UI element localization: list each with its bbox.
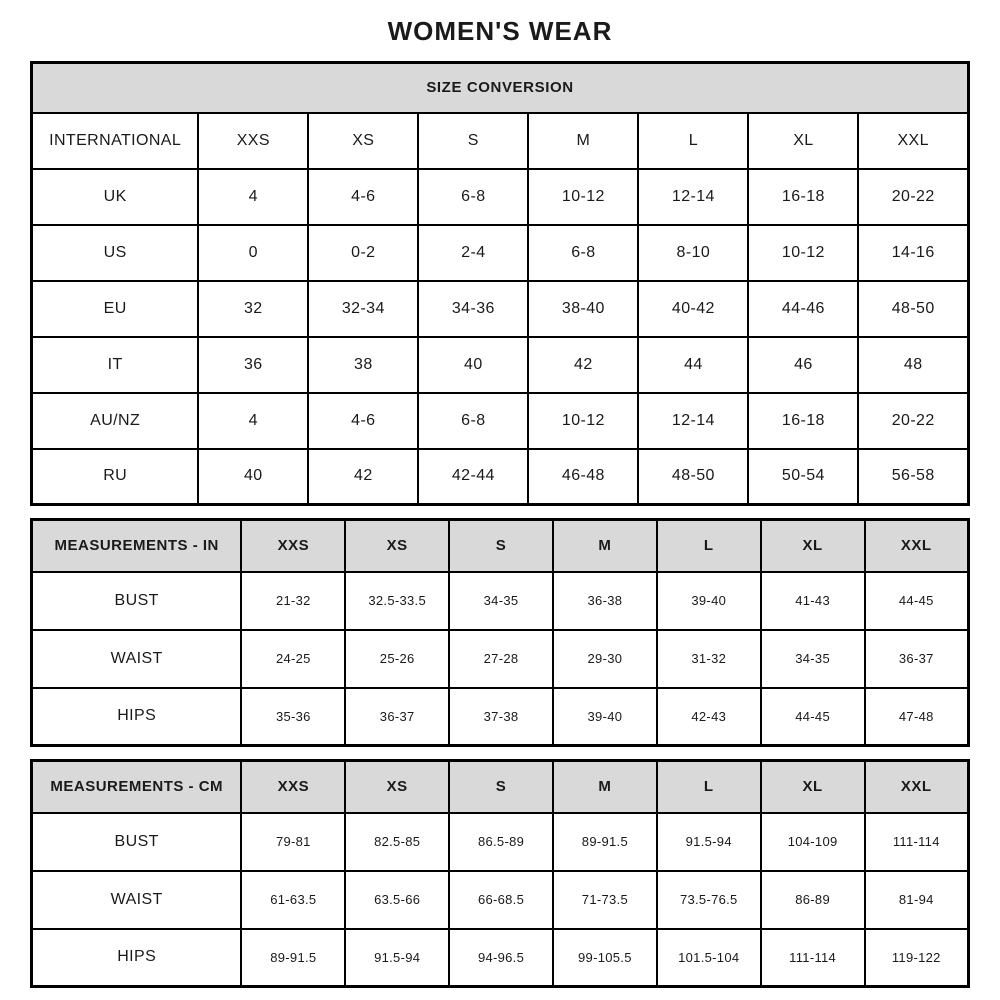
size-conversion-header: SIZE CONVERSION bbox=[32, 63, 969, 113]
column-header-international: INTERNATIONAL bbox=[32, 113, 199, 169]
size-value: 48-50 bbox=[858, 281, 968, 337]
table-row-ru bbox=[32, 449, 969, 505]
column-header-xl: XL bbox=[748, 113, 858, 169]
column-header-xs: XS bbox=[308, 113, 418, 169]
measure-value: 73.5-76.5 bbox=[657, 871, 761, 929]
size-value: 42 bbox=[528, 337, 638, 393]
measurements-in-table bbox=[30, 518, 970, 747]
measure-value: 94-96.5 bbox=[449, 929, 553, 987]
size-value: 4 bbox=[198, 393, 308, 449]
measure-value: 39-40 bbox=[657, 572, 761, 630]
size-conversion-banner-row bbox=[32, 63, 969, 113]
size-value: 4 bbox=[198, 169, 308, 225]
column-header-s: S bbox=[418, 113, 528, 169]
size-value: 48-50 bbox=[638, 449, 748, 505]
row-label: RU bbox=[32, 449, 199, 505]
size-value: 4-6 bbox=[308, 169, 418, 225]
size-value: 40 bbox=[198, 449, 308, 505]
measure-value: 91.5-94 bbox=[657, 813, 761, 871]
column-header-l: L bbox=[657, 761, 761, 813]
column-header-s: S bbox=[449, 761, 553, 813]
size-value: 38-40 bbox=[528, 281, 638, 337]
measure-value: 24-25 bbox=[241, 630, 345, 688]
measure-value: 31-32 bbox=[657, 630, 761, 688]
measure-value: 36-37 bbox=[865, 630, 969, 688]
column-header-m: M bbox=[553, 520, 657, 572]
size-value: 16-18 bbox=[748, 393, 858, 449]
measure-value: 44-45 bbox=[865, 572, 969, 630]
table-row-uk bbox=[32, 169, 969, 225]
measure-value: 27-28 bbox=[449, 630, 553, 688]
size-value: 42 bbox=[308, 449, 418, 505]
size-conversion-column-header-row bbox=[32, 113, 969, 169]
measure-value: 36-37 bbox=[345, 688, 449, 746]
row-label: HIPS bbox=[32, 929, 242, 987]
table-row-bust-cm bbox=[32, 813, 969, 871]
column-header-m: M bbox=[528, 113, 638, 169]
measurements-in-header-row bbox=[32, 520, 969, 572]
measure-value: 86-89 bbox=[761, 871, 865, 929]
column-header-s: S bbox=[449, 520, 553, 572]
measure-value: 66-68.5 bbox=[449, 871, 553, 929]
measure-value: 47-48 bbox=[865, 688, 969, 746]
size-value: 50-54 bbox=[748, 449, 858, 505]
measure-value: 21-32 bbox=[241, 572, 345, 630]
size-value: 10-12 bbox=[748, 225, 858, 281]
measure-value: 39-40 bbox=[553, 688, 657, 746]
size-value: 32 bbox=[198, 281, 308, 337]
measure-value: 63.5-66 bbox=[345, 871, 449, 929]
row-label: HIPS bbox=[32, 688, 242, 746]
measure-value: 25-26 bbox=[345, 630, 449, 688]
size-value: 34-36 bbox=[418, 281, 528, 337]
column-header-xs: XS bbox=[345, 761, 449, 813]
column-header-xxs: XXS bbox=[241, 761, 345, 813]
measurements-cm-header-row bbox=[32, 761, 969, 813]
size-value: 40 bbox=[418, 337, 528, 393]
size-value: 6-8 bbox=[418, 393, 528, 449]
column-header-xxl: XXL bbox=[858, 113, 968, 169]
size-value: 12-14 bbox=[638, 393, 748, 449]
size-value: 20-22 bbox=[858, 169, 968, 225]
row-label: BUST bbox=[32, 813, 242, 871]
size-value: 46-48 bbox=[528, 449, 638, 505]
measure-value: 37-38 bbox=[449, 688, 553, 746]
measure-value: 29-30 bbox=[553, 630, 657, 688]
size-value: 2-4 bbox=[418, 225, 528, 281]
size-value: 6-8 bbox=[418, 169, 528, 225]
size-value: 12-14 bbox=[638, 169, 748, 225]
table-row-it bbox=[32, 337, 969, 393]
size-value: 56-58 bbox=[858, 449, 968, 505]
row-label: AU/NZ bbox=[32, 393, 199, 449]
size-value: 6-8 bbox=[528, 225, 638, 281]
measure-value: 34-35 bbox=[761, 630, 865, 688]
measure-value: 104-109 bbox=[761, 813, 865, 871]
measurements-cm-table bbox=[30, 759, 970, 988]
row-label: WAIST bbox=[32, 630, 242, 688]
size-value: 42-44 bbox=[418, 449, 528, 505]
column-header-l: L bbox=[638, 113, 748, 169]
measure-value: 71-73.5 bbox=[553, 871, 657, 929]
measure-value: 32.5-33.5 bbox=[345, 572, 449, 630]
size-value: 0 bbox=[198, 225, 308, 281]
size-value: 20-22 bbox=[858, 393, 968, 449]
size-value: 44-46 bbox=[748, 281, 858, 337]
measure-value: 34-35 bbox=[449, 572, 553, 630]
size-value: 46 bbox=[748, 337, 858, 393]
table-row-waist-in bbox=[32, 630, 969, 688]
measure-value: 79-81 bbox=[241, 813, 345, 871]
measure-value: 61-63.5 bbox=[241, 871, 345, 929]
size-value: 8-10 bbox=[638, 225, 748, 281]
column-header-xxl: XXL bbox=[865, 520, 969, 572]
size-value: 36 bbox=[198, 337, 308, 393]
row-label: IT bbox=[32, 337, 199, 393]
column-header-xs: XS bbox=[345, 520, 449, 572]
size-value: 10-12 bbox=[528, 393, 638, 449]
measure-value: 89-91.5 bbox=[241, 929, 345, 987]
table-row-aunz bbox=[32, 393, 969, 449]
size-value: 44 bbox=[638, 337, 748, 393]
row-label: US bbox=[32, 225, 199, 281]
column-header-xxl: XXL bbox=[865, 761, 969, 813]
size-value: 4-6 bbox=[308, 393, 418, 449]
column-header-xxs: XXS bbox=[198, 113, 308, 169]
measure-value: 81-94 bbox=[865, 871, 969, 929]
measure-value: 35-36 bbox=[241, 688, 345, 746]
row-label: EU bbox=[32, 281, 199, 337]
measure-value: 99-105.5 bbox=[553, 929, 657, 987]
column-header-xxs: XXS bbox=[241, 520, 345, 572]
measure-value: 89-91.5 bbox=[553, 813, 657, 871]
table-row-eu bbox=[32, 281, 969, 337]
measure-value: 82.5-85 bbox=[345, 813, 449, 871]
measure-value: 111-114 bbox=[865, 813, 969, 871]
measure-value: 42-43 bbox=[657, 688, 761, 746]
size-value: 48 bbox=[858, 337, 968, 393]
table-row-waist-cm bbox=[32, 871, 969, 929]
size-value: 38 bbox=[308, 337, 418, 393]
column-header-xl: XL bbox=[761, 520, 865, 572]
table-row-bust-in bbox=[32, 572, 969, 630]
size-value: 0-2 bbox=[308, 225, 418, 281]
size-value: 14-16 bbox=[858, 225, 968, 281]
column-header-m: M bbox=[553, 761, 657, 813]
page-title: WOMEN'S WEAR bbox=[387, 16, 613, 46]
measure-value: 119-122 bbox=[865, 929, 969, 987]
row-label: BUST bbox=[32, 572, 242, 630]
column-header-xl: XL bbox=[761, 761, 865, 813]
measure-value: 41-43 bbox=[761, 572, 865, 630]
measure-value: 111-114 bbox=[761, 929, 865, 987]
size-value: 32-34 bbox=[308, 281, 418, 337]
size-value: 10-12 bbox=[528, 169, 638, 225]
measurements-cm-header: MEASUREMENTS - CM bbox=[32, 761, 242, 813]
table-row-hips-in bbox=[32, 688, 969, 746]
size-conversion-table bbox=[30, 61, 970, 506]
measurements-in-header: MEASUREMENTS - IN bbox=[32, 520, 242, 572]
measure-value: 91.5-94 bbox=[345, 929, 449, 987]
row-label: WAIST bbox=[32, 871, 242, 929]
measure-value: 36-38 bbox=[553, 572, 657, 630]
table-row-us bbox=[32, 225, 969, 281]
column-header-l: L bbox=[657, 520, 761, 572]
row-label: UK bbox=[32, 169, 199, 225]
measure-value: 44-45 bbox=[761, 688, 865, 746]
table-row-hips-cm bbox=[32, 929, 969, 987]
measure-value: 101.5-104 bbox=[657, 929, 761, 987]
size-value: 40-42 bbox=[638, 281, 748, 337]
measure-value: 86.5-89 bbox=[449, 813, 553, 871]
size-value: 16-18 bbox=[748, 169, 858, 225]
